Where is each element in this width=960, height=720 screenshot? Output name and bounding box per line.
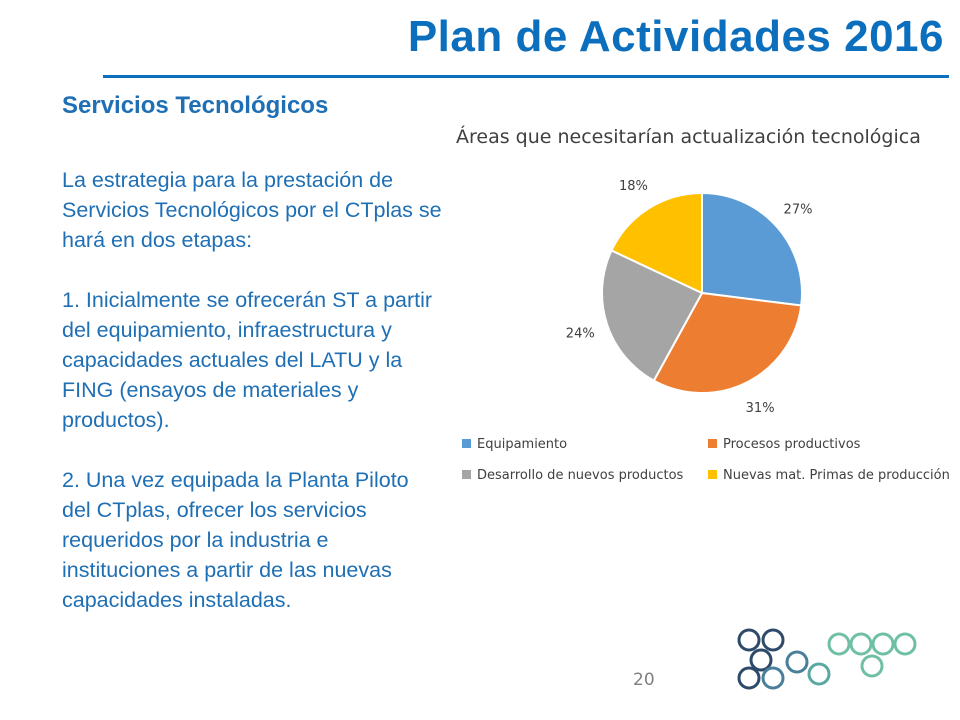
paragraph-stage-1: 1. Inicialmente se ofrecerán ST a partir del equipamiento, infraestructura y capacidades actuales del LATU y la FING (ensayos de materiales y productos). [62,288,433,432]
page-number: 20 [633,670,655,690]
pie-chart-svg [440,118,960,508]
paragraph-stage-2: 2. Una vez equipada la Planta Piloto del CTplas, ofrecer los servicios requeridos por la industria e instituciones a partir de las nuevas capacidades instaladas. [62,468,409,612]
data-label-equipamiento: 27% [783,202,813,218]
title-underline [103,75,949,78]
paragraph-intro: La estrategia para la prestación de Servicios Tecnológicos por el CTplas se hará en dos etapas: [62,168,442,252]
data-label-desarrollo-de-nuevos-productos: 24% [565,326,595,342]
legend-swatch-desarrollo-de-nuevos-productos [462,470,471,479]
ctplas-logo [735,622,935,692]
slide-title: Plan de Actividades 2016 [407,12,944,61]
legend-label-nuevas-mat-primas-de-produccion: Nuevas mat. Primas de producción [723,468,950,483]
legend-swatch-equipamiento [462,439,471,448]
pie-chart [440,118,960,508]
data-label-procesos-productivos: 31% [745,401,775,417]
chart-title: Áreas que necesitarían actualización tecnológica [456,126,921,148]
legend-label-desarrollo-de-nuevos-productos: Desarrollo de nuevos productos [477,468,684,483]
legend-swatch-procesos-productivos [708,439,717,448]
legend-label-equipamiento: Equipamiento [477,437,568,452]
body-text [62,165,442,720]
legend-label-procesos-productivos: Procesos productivos [723,437,861,452]
section-subtitle: Servicios Tecnológicos [62,92,329,119]
data-label-nuevas-mat-primas-de-produccion: 18% [618,178,648,194]
legend-swatch-nuevas-mat-primas-de-produccion [708,470,717,479]
